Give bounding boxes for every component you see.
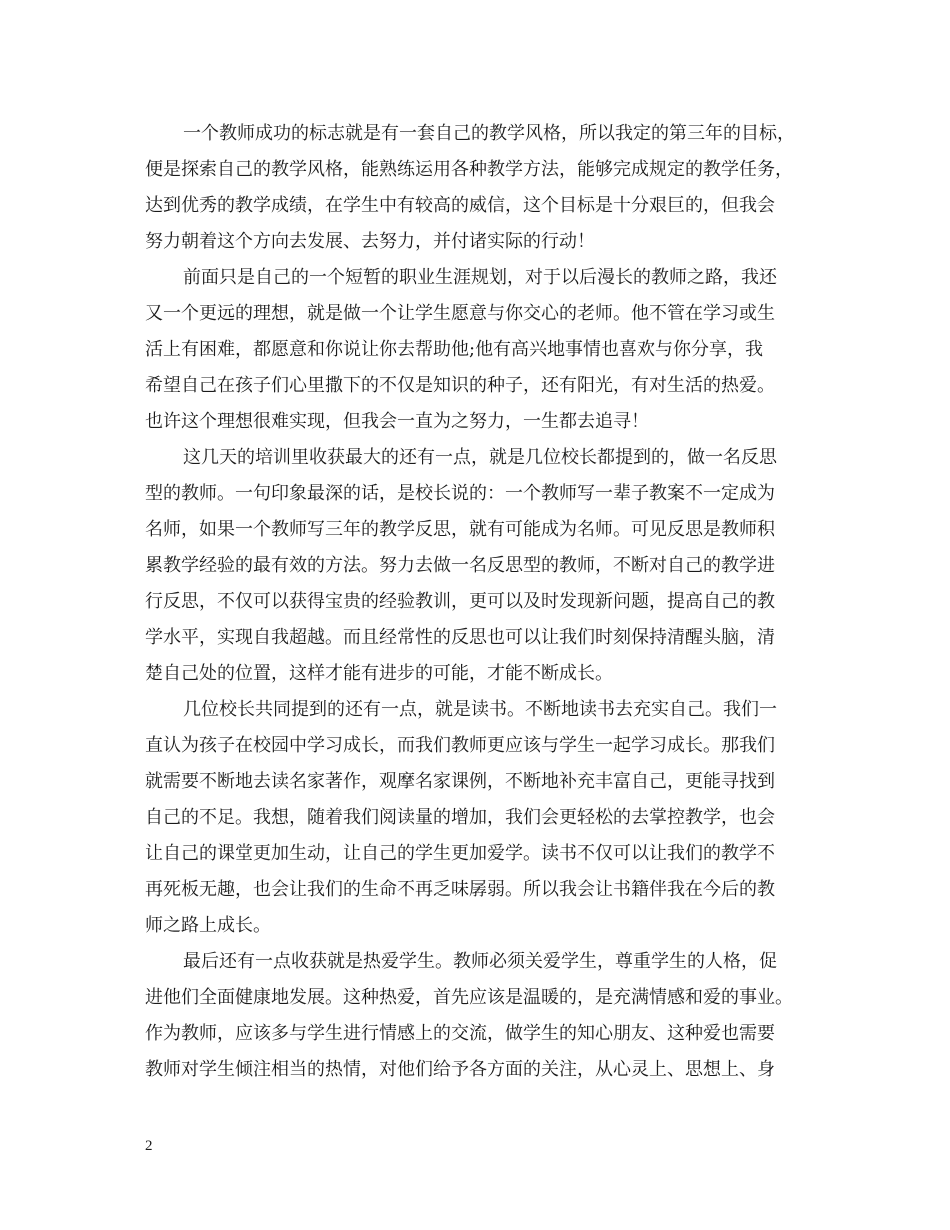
text-line: 进他们全面健康地发展。这种热爱，首先应该是温暖的，是充满情感和爱的事业。 <box>145 987 793 1008</box>
text-line: 一个教师成功的标志就是有一套自己的教学风格，所以我定的第三年的目标， <box>183 123 795 144</box>
text-line: 努力朝着这个方向去发展、去努力，并付诸实际的行动！ <box>145 231 595 252</box>
text-line: 也许这个理想很难实现，但我会一直为之努力，一生都去追寻！ <box>145 411 649 432</box>
text-line: 又一个更远的理想，就是做一个让学生愿意与你交心的老师。他不管在学习或生 <box>145 303 775 324</box>
text-line: 直认为孩子在校园中学习成长，而我们教师更应该与学生一起学习成长。那我们 <box>145 735 775 756</box>
text-line: 名师，如果一个教师写三年的教学反思，就有可能成为名师。可见反思是教师积 <box>145 519 775 540</box>
text-line: 几位校长共同提到的还有一点，就是读书。不断地读书去充实自己。我们一 <box>183 699 777 720</box>
text-line: 让自己的课堂更加生动，让自己的学生更加爱学。读书不仅可以让我们的教学不 <box>145 843 775 864</box>
text-line: 前面只是自己的一个短暂的职业生涯规划，对于以后漫长的教师之路，我还 <box>183 267 777 288</box>
text-line: 行反思，不仅可以获得宝贵的经验教训，更可以及时发现新问题，提高自己的教 <box>145 591 775 612</box>
text-line: 活上有困难，都愿意和你说让你去帮助他;他有高兴地事情也喜欢与你分享，我 <box>145 339 764 360</box>
text-line: 达到优秀的教学成绩，在学生中有较高的威信，这个目标是十分艰巨的，但我会 <box>145 195 775 216</box>
text-line: 学水平，实现自我超越。而且经常性的反思也可以让我们时刻保持清醒头脑，清 <box>145 627 775 648</box>
text-line: 就需要不断地去读名家著作，观摩名家课例，不断地补充丰富自己，更能寻找到 <box>145 771 775 792</box>
text-line: 便是探索自己的教学风格，能熟练运用各种教学方法，能够完成规定的教学任务， <box>145 159 793 180</box>
text-line: 再死板无趣，也会让我们的生命不再乏味孱弱。所以我会让书籍伴我在今后的教 <box>145 879 775 900</box>
text-line: 教师对学生倾注相当的热情，对他们给予各方面的关注，从心灵上、思想上、身 <box>145 1059 775 1080</box>
page-number: 2 <box>145 1138 153 1154</box>
text-line: 作为教师，应该多与学生进行情感上的交流，做学生的知心朋友、这种爱也需要 <box>145 1023 775 1044</box>
text-line: 最后还有一点收获就是热爱学生。教师必须关爱学生，尊重学生的人格，促 <box>183 951 777 972</box>
text-line: 楚自己处的位置，这样才能有进步的可能，才能不断成长。 <box>145 663 613 684</box>
body-text <box>145 116 807 1088</box>
text-line: 这几天的培训里收获最大的还有一点，就是几位校长都提到的，做一名反思 <box>183 447 777 468</box>
text-line: 自己的不足。我想，随着我们阅读量的增加，我们会更轻松的去掌控教学，也会 <box>145 807 775 828</box>
text-line: 师之路上成长。 <box>145 915 271 936</box>
text-line: 累教学经验的最有效的方法。努力去做一名反思型的教师，不断对自己的教学进 <box>145 555 775 576</box>
text-line: 希望自己在孩子们心里撒下的不仅是知识的种子，还有阳光，有对生活的热爱。 <box>145 375 775 396</box>
text-line: 型的教师。一句印象最深的话，是校长说的：一个教师写一辈子教案不一定成为 <box>145 483 775 504</box>
